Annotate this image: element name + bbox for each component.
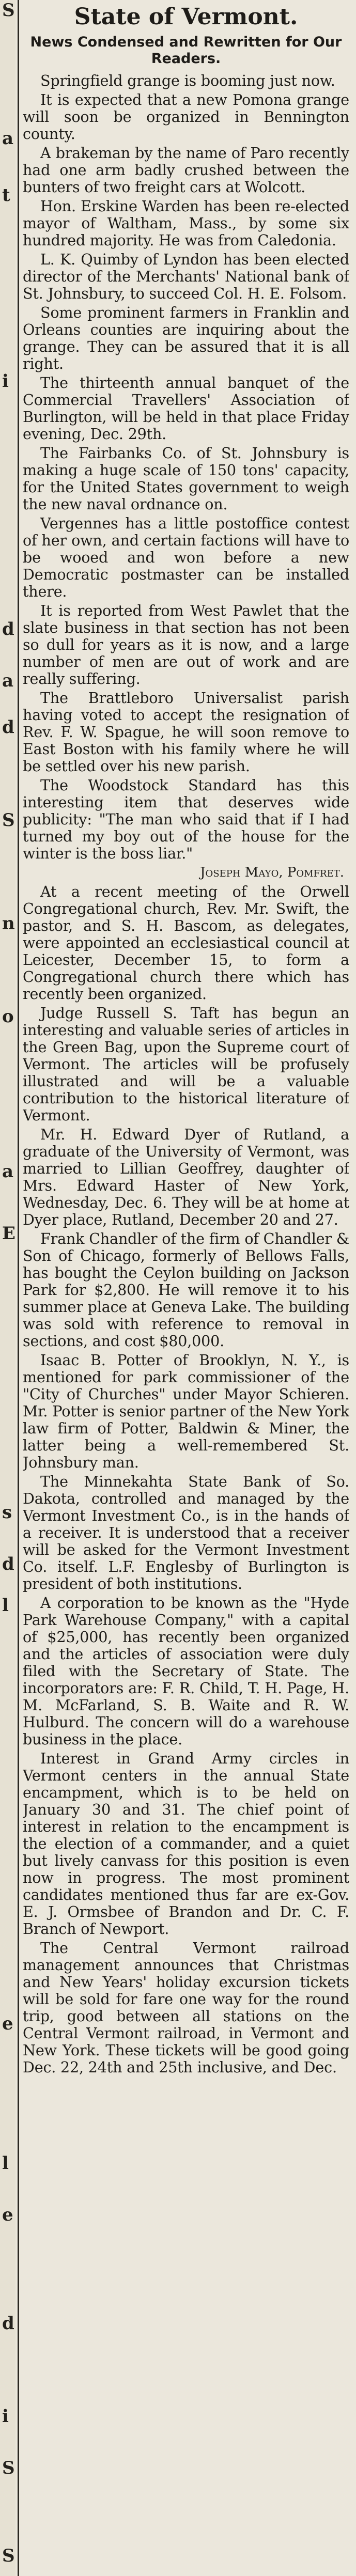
news-item: Judge Russell S. Taft has begun an interesting and valuable series of articles in the Green Bag, upon the Supreme court of Vermont. The articles will be profusely illustrated and will be a valuable contribution to the historical literature of Vermont. <box>23 1004 349 1124</box>
margin-char: a <box>2 1161 14 1182</box>
article-title: State of Vermont. <box>74 4 298 30</box>
margin-char: e <box>2 2013 13 2034</box>
margin-char: t <box>2 185 10 206</box>
margin-char: d <box>2 717 14 738</box>
margin-char: i <box>2 371 9 392</box>
column-rule <box>18 0 19 2576</box>
news-item: The thirteenth annual banquet of the Commercial Travellers' Association of Burlington, will be held in that place Friday evening, Dec. 29th. <box>23 374 349 443</box>
margin-char: E <box>2 1223 16 1244</box>
margin-char: S <box>2 2458 15 2478</box>
article-column <box>23 0 349 2576</box>
news-item: Some prominent farmers in Franklin and Orleans counties are inquiring about the grange. They can be assured that it is all right. <box>23 304 349 372</box>
margin-char: d <box>2 619 14 639</box>
news-item: The Brattleboro Universalist parish having voted to accept the resignation of Rev. F. W. Spague, he will soon remove to East Boston with his family where he will be settled over his new parish. <box>23 689 349 775</box>
margin-char: a <box>2 670 14 691</box>
margin-char: a <box>2 128 14 149</box>
news-item: Isaac B. Potter of Brooklyn, N. Y., is mentioned for park commissioner of the "City of Churches" under Mayor Schieren. Mr. Potter is senior partner of the New York law firm of Potter, Baldwin & Miner, the latter being a well-remembered St. Johnsbury man. <box>23 1351 349 1471</box>
margin-char: o <box>2 1006 14 1027</box>
news-item: Vergennes has a little postoffice contest of her own, and certain factions will have to be wooed and won before a new Democratic postmaster can be installed there. <box>23 514 349 600</box>
margin-char: n <box>2 913 15 934</box>
news-item: A corporation to be known as the "Hyde Park Warehouse Company," with a capital of $25,000, has recently been organized and the articles of association were duly filed with the Secretary of State. The incorporators are: F. R. Child, T. H. Page, H. M. McFarland, S. B. Waite and R. W. Hulburd. The concern will do a warehouse business in the place. <box>23 1594 349 1748</box>
article-subtitle: News Condensed and Rewritten for Our Readers. <box>30 34 342 67</box>
news-item: Interest in Grand Army circles in Vermont centers in the annual State encampment, which is to be held on January 30 and 31. The chief point of interest in relation to the encampment is the election of a commander, and a quiet but lively canvass for this position is even now in progress. The most prominent candidates mentioned thus far are ex-Gov. E. J. Ormsbee of Brandon and Dr. C. F. Branch of Newport. <box>23 1750 349 1938</box>
item-signature: Joseph Mayo, Pomfret. <box>200 865 344 880</box>
margin-char: l <box>2 1595 9 1616</box>
news-item: It is expected that a new Pomona grange will soon be organized in Bennington county. <box>23 91 349 143</box>
news-item: Mr. H. Edward Dyer of Rutland, a graduate of the University of Vermont, was married to Lillian Geoffrey, daughter of Mrs. Edward Haster of New York, Wednesday, Dec. 6. They will be at home at Dyer place, Rutland, December 20 and 27. <box>23 1126 349 1228</box>
news-item: The Minnekahta State Bank of So. Dakota, controlled and managed by the Vermont Investment Co., is in the hands of a receiver. It is understood that a receiver will be asked for the Vermont Investment Co. itself. L.F. Englesby of Burlington is president of both institutions. <box>23 1473 349 1593</box>
news-item: The Woodstock Standard has this interesting item that deserves wide publicity: "The man who said that if I had turned my boy out of the house for the winter is the boss liar." <box>23 776 349 862</box>
margin-char: d <box>2 2313 14 2334</box>
news-item: The Fairbanks Co. of St. Johnsbury is making a huge scale of 150 tons' capacity, for the United States government to weigh the new naval ordnance on. <box>23 444 349 513</box>
margin-char: d <box>2 1554 14 1574</box>
news-item: At a recent meeting of the Orwell Congregational church, Rev. Mr. Swift, the pastor, and S. H. Bascom, as delegates, were appointed an ecclesiastical council at Leicester, December 15, to form a Congregational church there which has recently been organized. <box>23 883 349 1003</box>
margin-char: s <box>2 1502 12 1523</box>
news-item: The Central Vermont railroad management announces that Christmas and New Years' holiday excursion tickets will be sold for fare one way for the round trip, good between all stations on the Central Vermont railroad, in Vermont and New York. These tickets will be good going Dec. 22, 24th and 25th inclusive, and Dec. <box>23 1939 349 2076</box>
margin-char: S <box>2 0 15 21</box>
news-item: Hon. Erskine Warden has been re-elected mayor of Waltham, Mass., by some six hundred majority. He was from Caledonia. <box>23 197 349 249</box>
news-item: A brakeman by the name of Paro recently had one arm badly crushed between the bunters of two freight cars at Wolcott. <box>23 144 349 196</box>
margin-char: l <box>2 2153 9 2174</box>
news-item: Frank Chandler of the firm of Chandler & Son of Chicago, formerly of Bellows Falls, has bought the Ceylon building on Jackson Park for $2,800. He will remove it to his summer place at Geneva Lake. The building was sold with reference to removal in sections, and cost $80,000. <box>23 1230 349 1350</box>
margin-char: S <box>2 810 15 831</box>
left-margin-strip <box>0 0 16 2576</box>
news-item: Springfield grange is booming just now. <box>40 72 335 89</box>
margin-char: S <box>2 2546 15 2566</box>
margin-char: i <box>2 2406 9 2427</box>
news-item: L. K. Quimby of Lyndon has been elected director of the Merchants' National bank of St. Johnsbury, to succeed Col. H. E. Folsom. <box>23 251 349 302</box>
news-item: It is reported from West Pawlet that the slate business in that section has not been so dull for years as it is now, and a large number of men are out of work and are really suffering. <box>23 602 349 688</box>
margin-char: e <box>2 2205 13 2225</box>
